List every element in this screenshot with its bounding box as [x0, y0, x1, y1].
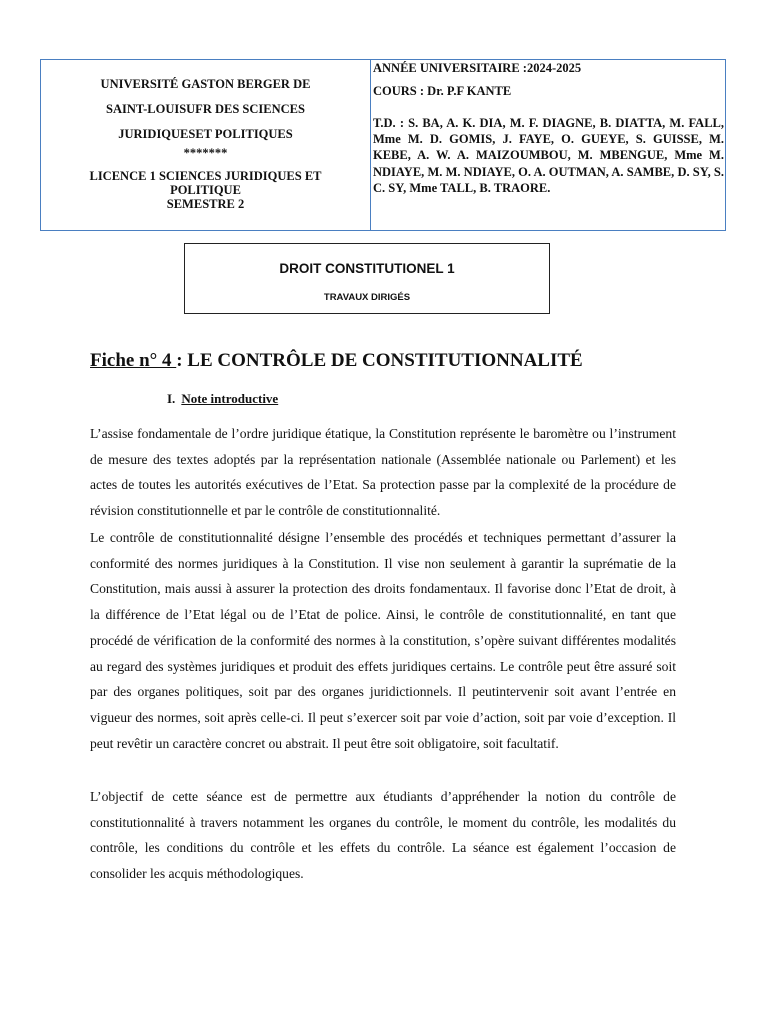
fiche-heading	[90, 350, 583, 372]
licence-line2: POLITIQUE	[170, 183, 241, 197]
university-name-line3: JURIDIQUESET POLITIQUES	[118, 127, 293, 141]
licence-line1: LICENCE 1 SCIENCES JURIDIQUES ET	[89, 169, 322, 183]
fiche-number: Fiche n° 4	[90, 350, 177, 371]
paragraph-intro: L’assise fondamentale de l’ordre juridique étatique, la Constitution représente le baromètre ou l’instrument de mesure des textes adoptés par la représentation nationale (Assemblée nationale ou Parlement) et les actes de toutes les autorités exécutives de l’Etat. Sa protection passe par la complexité de la procédure de révision constitutionnelle et par le contrôle de constitutionnalité.	[90, 426, 676, 519]
course-info-cell	[371, 60, 725, 230]
section-title: Note introductive	[181, 391, 279, 406]
separator-stars: *******	[183, 146, 228, 160]
university-info-cell	[41, 60, 371, 230]
fiche-title: : LE CONTRÔLE DE CONSTITUTIONNALITÉ	[176, 350, 583, 371]
paragraph-definition: Le contrôle de constitutionnalité désigne l’ensemble des procédés et techniques permettant d’assurer la conformité des normes juridiques à la Constitution. Il vise non seulement à garantir la suprématie de la Constitution, mais aussi à assurer la protection des droits fondamentaux. Il favorise donc l’Etat de droit, à la différence de l’Etat légal ou de l’Etat de police. Ainsi, le contrôle de constitutionnalité, en tant que procédé de vérification de la conformité des normes à la constitution, s’opère suivant différentes modalités au regard des systèmes juridiques et produit des effets juridiques certains. Le contrôle peut être assuré soit par des organes politiques, soit par des organes juridictionnels. Il peutintervenir soit avant l’entrée en vigueur des normes, soit après celle-ci. Il peut s’exercer soit par voie d’action, soit par voie d’exception. Il peut revêtir un caractère concret ou abstrait. Il peut être soit obligatoire, soit facultatif.	[90, 530, 676, 751]
course-teacher: COURS : Dr. P.F KANTE	[373, 84, 512, 98]
section-heading	[167, 391, 278, 407]
header-table	[40, 59, 726, 231]
paragraph-objective: L’objectif de cette séance est de permettre aux étudiants d’appréhender la notion du contrôle de constitutionnalité à travers notamment les organes du contrôle, le moment du contrôle, les modalités du contrôle, les conditions du contrôle et les effets du contrôle. La séance est également l’occasion de consolider les acquis méthodologiques.	[90, 789, 676, 882]
course-title: DROIT CONSTITUTIONEL 1	[279, 261, 455, 276]
academic-year: ANNÉE UNIVERSITAIRE :2024-2025	[373, 61, 582, 75]
section-numeral: I.	[167, 391, 176, 406]
course-subtitle: TRAVAUX DIRIGÉS	[323, 292, 411, 303]
university-name-line2: SAINT-LOUISUFR DES SCIENCES	[106, 102, 305, 116]
semester-label: SEMESTRE 2	[166, 197, 245, 211]
university-name-line1: UNIVERSITÉ GASTON BERGER DE	[100, 77, 311, 91]
td-teachers-list: T.D. : S. BA, A. K. DIA, M. F. DIAGNE, B. DIATTA, M. FALL, Mme M. D. GOMIS, J. FAYE, O. GUEYE, S. GUISSE, M. KEBE, A. W. A. MAIZOUMBOU, M. MBENGUE, Mme M. NDIAYE, M. M. NDIAYE, O. A. OUTMAN, A. SAMBE, D. SY, S. C. SY, Mme TALL, B. TRAORE.	[373, 116, 724, 195]
course-title-box	[184, 243, 550, 314]
